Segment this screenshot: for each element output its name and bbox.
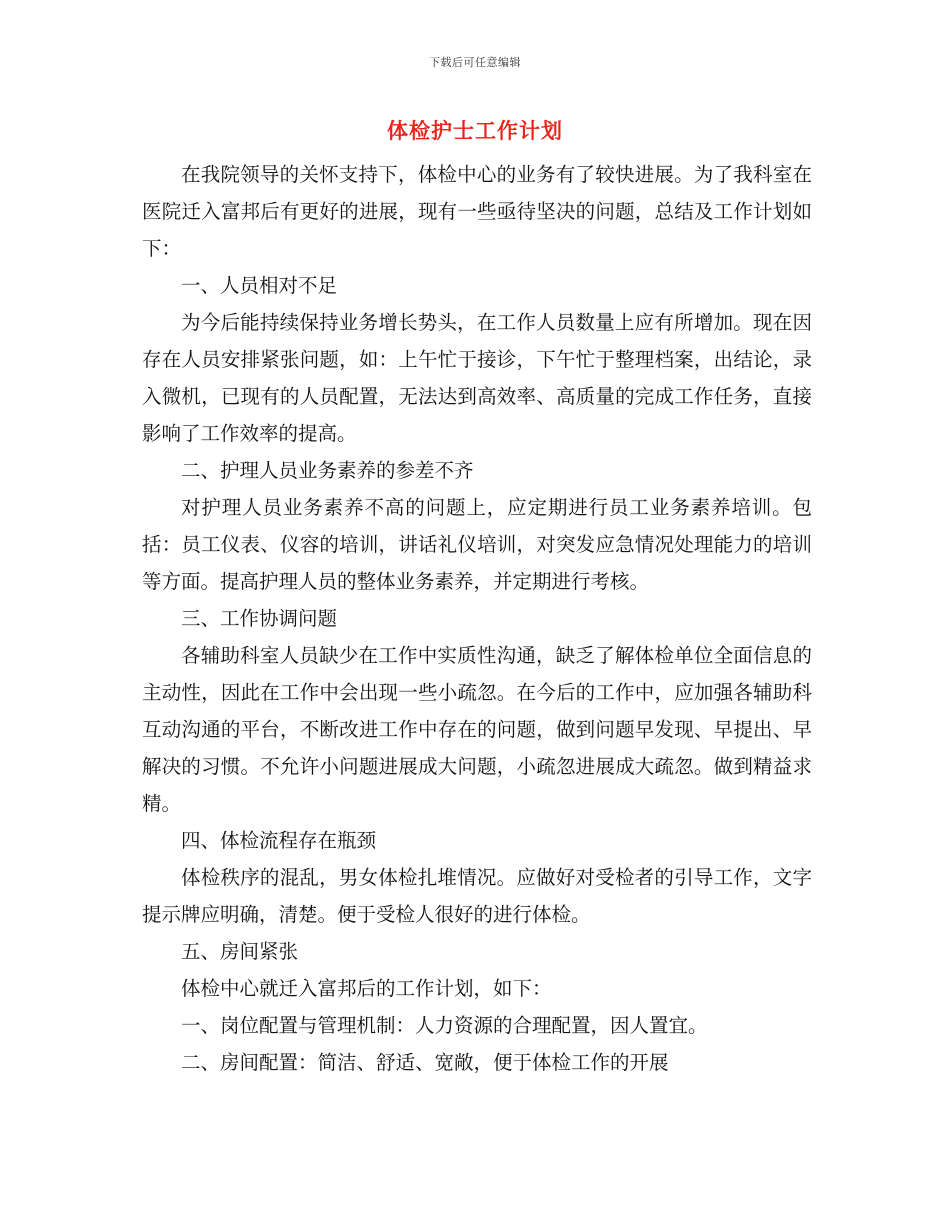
section-heading-5: 五、房间紧张 (181, 940, 299, 963)
paragraph-3: 各辅助科室人员缺少在工作中实质性沟通，缺乏了解体检单位全面信息的主动性，因此在工作中会出现一些小疏忽。在今后的工作中，应加强各辅助科互动沟通的平台，不断改进工作中存在的问题，做到问题早发现、早提出、早解决的习惯。不允许小问题进展成大问题，小疏忽进展成大疏忽。做到精益求精。 (142, 644, 812, 815)
section-heading-1: 一、人员相对不足 (181, 274, 338, 297)
section-heading-3: 三、工作协调问题 (181, 607, 338, 630)
section-heading-4: 四、体检流程存在瓶颈 (181, 829, 377, 852)
section-heading-2: 二、护理人员业务素养的参差不齐 (181, 459, 474, 482)
page-header-note: 下载后可任意编辑 (429, 56, 521, 69)
plan-item-2: 二、房间配置：简洁、舒适、宽敞，便于体检工作的开展 (181, 1051, 669, 1074)
plan-intro: 体检中心就迁入富邦后的工作计划，如下： (181, 977, 552, 1000)
document-title: 体检护士工作计划 (387, 118, 563, 143)
paragraph-intro: 在我院领导的关怀支持下，体检中心的业务有了较快进展。为了我科室在医院迁入富邦后有更好的进展，现有一些亟待坚决的问题，总结及工作计划如下： (142, 163, 812, 260)
plan-item-1: 一、岗位配置与管理机制：人力资源的合理配置，因人置宜。 (181, 1014, 708, 1037)
document-body (142, 156, 812, 1081)
paragraph-1: 为今后能持续保持业务增长势头，在工作人员数量上应有所增加。现在因存在人员安排紧张问题，如：上午忙于接诊，下午忙于整理档案，出结论，录入微机，已现有的人员配置，无法达到高效率、高质量的完成工作任务，直接影响了工作效率的提高。 (142, 311, 812, 445)
paragraph-4: 体检秩序的混乱，男女体检扎堆情况。应做好对受检者的引导工作，文字提示牌应明确，清楚。便于受检人很好的进行体检。 (142, 866, 812, 926)
paragraph-2: 对护理人员业务素养不高的问题上，应定期进行员工业务素养培训。包括：员工仪表、仪容的培训，讲话礼仪培训，对突发应急情况处理能力的培训等方面。提高护理人员的整体业务素养，并定期进行考核。 (142, 496, 812, 593)
